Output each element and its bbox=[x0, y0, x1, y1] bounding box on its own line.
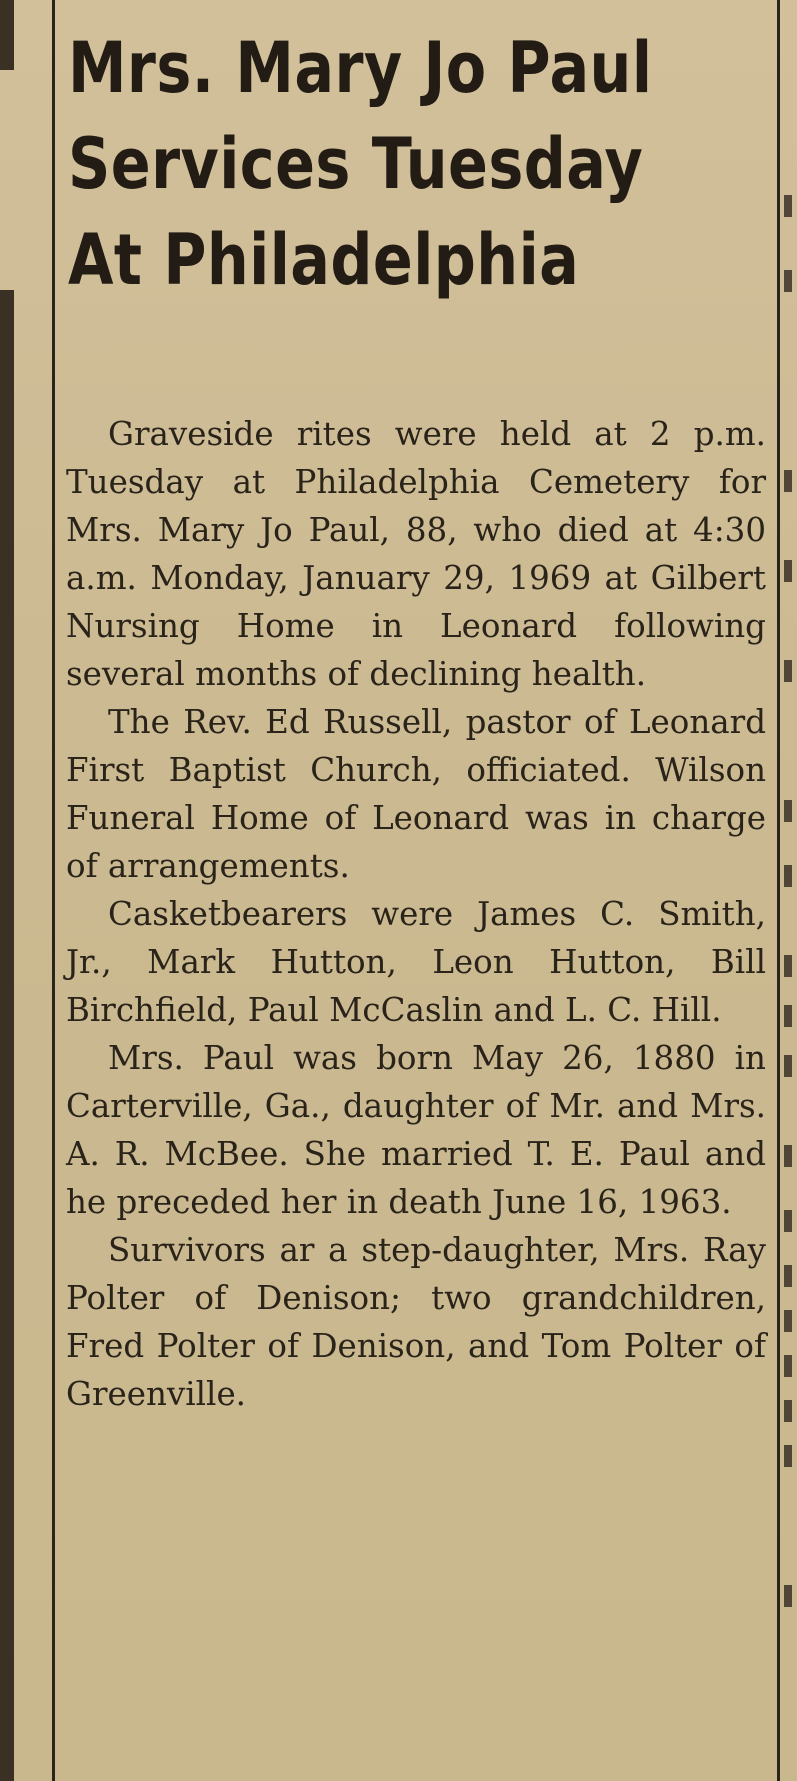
article-paragraph: Casketbearers were James C. Smith, Jr., Mark Hutton, Leon Hutton, Bill Birchfield, Paul McCaslin and L. C. Hill. bbox=[66, 895, 766, 1029]
headline-line: At Philadelphia bbox=[68, 219, 580, 301]
column-rule-left bbox=[52, 0, 55, 1781]
article-body bbox=[66, 410, 766, 1418]
adjacent-column-fragment-left bbox=[0, 0, 14, 70]
headline bbox=[68, 20, 656, 308]
article-paragraph: Mrs. Paul was born May 26, 1880 in Carterville, Ga., daughter of Mr. and Mrs. A. R. McBee. She married T. E. Paul and he preceded her in death June 16, 1963. bbox=[66, 1039, 766, 1221]
adjacent-column-fragment-right bbox=[784, 0, 797, 1781]
article-paragraph: Graveside rites were held at 2 p.m. Tuesday at Philadelphia Cemetery for Mrs. Mary Jo Paul, 88, who died at 4:30 a.m. Monday, January 29, 1969 at Gilbert Nursing Home in Leonard following several months of declining health. bbox=[66, 415, 766, 693]
headline-line: Mrs. Mary Jo Paul bbox=[68, 27, 653, 109]
column-rule-right bbox=[777, 0, 780, 1781]
article-paragraph: Survivors ar a step-daughter, Mrs. Ray Polter of Denison; two grandchildren, Fred Polter of Denison, and Tom Polter of Greenville. bbox=[66, 1231, 766, 1413]
adjacent-column-fragment-left bbox=[0, 290, 14, 1781]
article-paragraph: The Rev. Ed Russell, pastor of Leonard First Baptist Church, officiated. Wilson Funeral Home of Leonard was in charge of arrangements. bbox=[66, 703, 766, 885]
headline-line: Services Tuesday bbox=[68, 123, 644, 205]
